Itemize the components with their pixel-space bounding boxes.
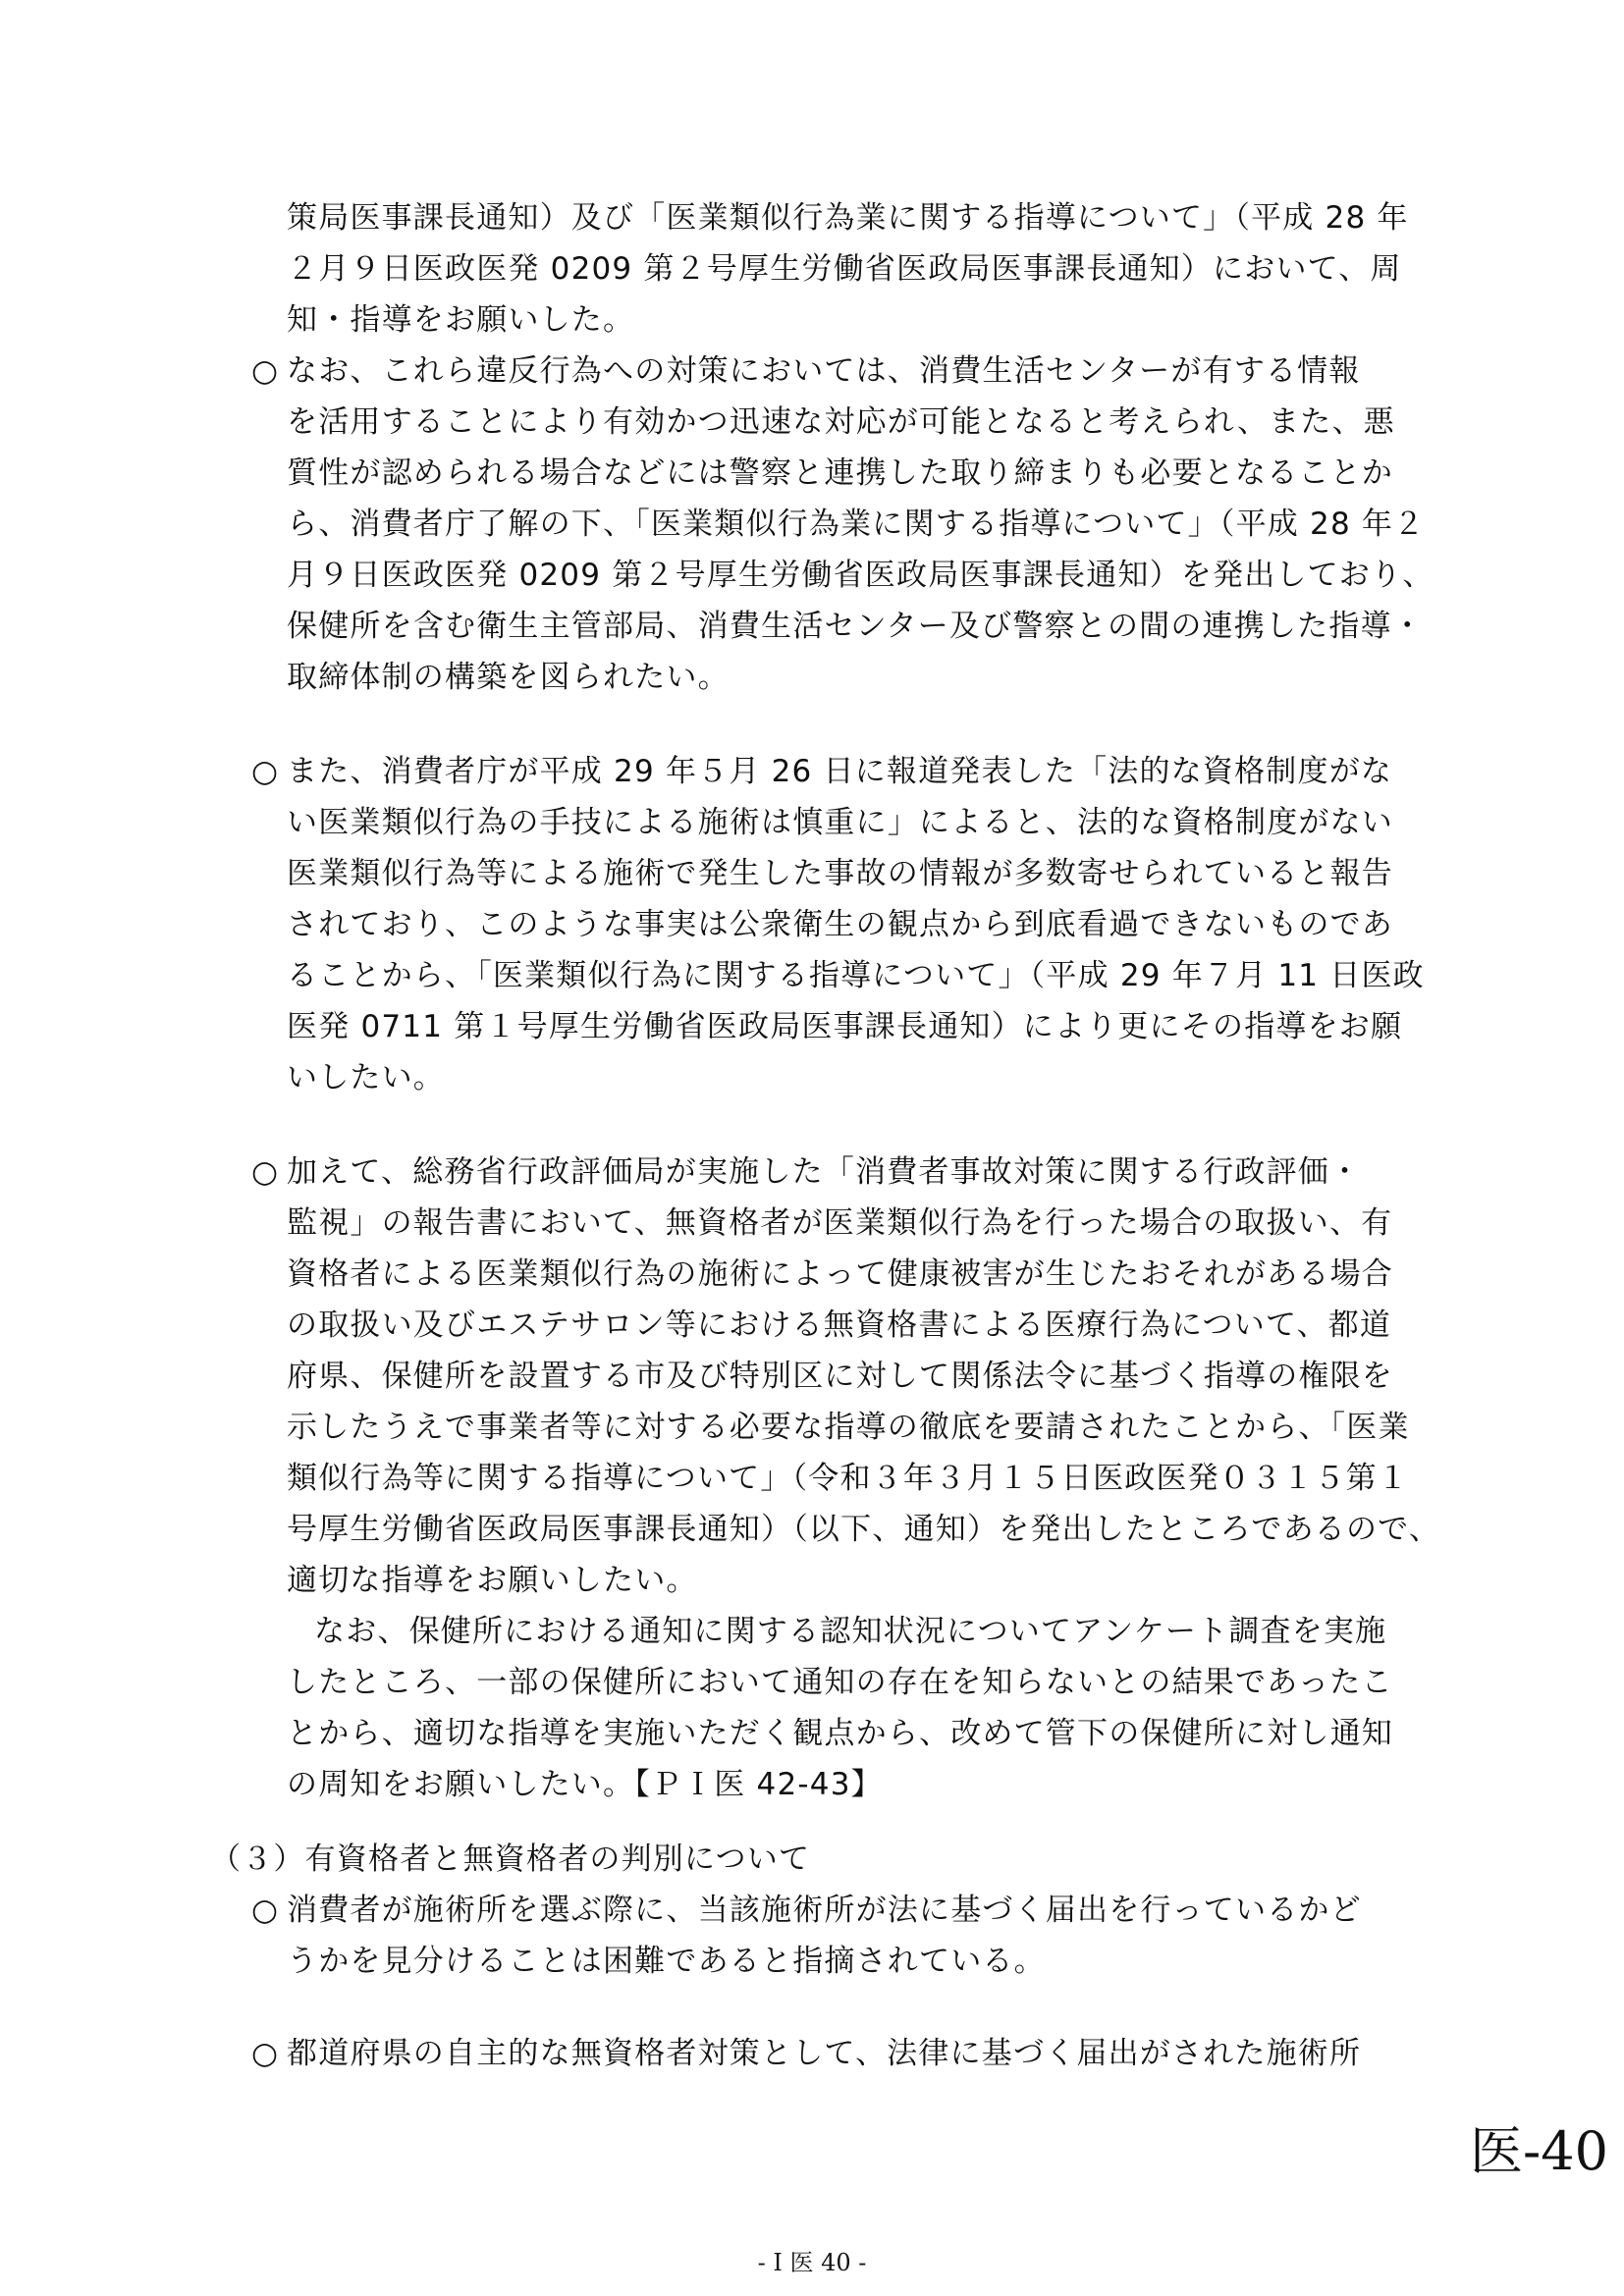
- section-heading: （３）有資格者と無資格者の判別について: [210, 1842, 811, 1877]
- intro-line: 知・指導をお願いした。: [287, 302, 635, 338]
- para3-line: 資格者による医業類似行為の施術によって健康被害が生じたおそれがある場合: [287, 1256, 1393, 1292]
- para1-line: 保健所を含む衛生主管部局、消費生活センター及び警察との間の連携した指導・: [287, 609, 1424, 644]
- page-footer: - Ⅰ 医 40 -: [757, 2249, 867, 2276]
- bullet-circle-icon: ○: [251, 353, 280, 389]
- page-side-mark: 医-40: [1470, 2120, 1608, 2182]
- para3-line: 類似行為等に関する指導について」（令和３年３月１５日医政医発０３１５第１: [287, 1461, 1410, 1496]
- para1-line: を活用することにより有効かつ迅速な対応が可能となると考えられ、また、悪: [287, 404, 1395, 440]
- para1-line: 取締体制の構築を図られたい。: [287, 660, 730, 695]
- para1-first-line: ○ なお、これら違反行為への対策においては、消費生活センターが有する情報: [251, 349, 1361, 393]
- section3-para-b-first-line: ○ 都道府県の自主的な無資格者対策として、法律に基づく届出がされた施術所: [251, 2032, 1361, 2075]
- para2-line: いしたい。: [287, 1060, 445, 1095]
- para2-line: 医発 0711 第１号厚生労働省医政局医事課長通知）により更にその指導をお願: [287, 1009, 1403, 1044]
- para1-line: 質性が認められる場合などには警察と連携した取り締まりも必要となることか: [287, 455, 1393, 491]
- intro-line: 策局医事課長通知）及び「医業類似行為業に関する指導について」（平成 28 年: [287, 200, 1409, 236]
- para3-line: 適切な指導をお願いしたい。: [287, 1563, 698, 1598]
- para1-line: ら、消費者庁了解の下、「医業類似行為業に関する指導について」（平成 28 年２: [287, 507, 1426, 542]
- intro-line: ２月９日医政医発 0209 第２号厚生労働省医政局医事課長通知）において、周: [287, 251, 1402, 287]
- para2-line: されており、このような事実は公衆衛生の観点から到底看過できないものであ: [287, 907, 1393, 942]
- para2-line: い医業類似行為の手技による施術は慎重に」によると、法的な資格制度がない: [287, 805, 1393, 840]
- para3-line: の取扱い及びエステサロン等における無資格書による医療行為について、都道: [287, 1308, 1392, 1343]
- bullet-circle-icon: ○: [251, 2036, 280, 2071]
- para3-line: 示したうえで事業者等に対する必要な指導の徹底を要請されたことから、「医業: [287, 1410, 1410, 1445]
- bullet-circle-icon: ○: [251, 1154, 280, 1190]
- para3-line: 号厚生労働省医政局医事課長通知）（以下、通知）を発出したところであるので、: [287, 1512, 1440, 1547]
- para2-line: 医業類似行為等による施術で発生した事故の情報が多数寄せられていると報告: [287, 856, 1393, 891]
- para3-line: 府県、保健所を設置する市及び特別区に対して関係法令に基づく指導の権限を: [287, 1359, 1393, 1394]
- bullet-circle-icon: ○: [251, 754, 280, 789]
- para3-line: 監視」の報告書において、無資格者が医業類似行為を行った場合の取扱い、有: [287, 1205, 1393, 1241]
- section3-para-a-first-line: ○ 消費者が施術所を選ぶ際に、当該施術所が法に基づく届出を行っているかど: [251, 1889, 1362, 1932]
- para2-line: ることから、「医業類似行為に関する指導について」（平成 29 年７月 11 日医政: [287, 958, 1425, 993]
- para3-first-line: ○ 加えて、総務省行政評価局が実施した「消費者事故対策に関する行政評価・: [251, 1150, 1361, 1194]
- section3-para-a-line: うかを見分けることは困難であると指摘されている。: [287, 1944, 1046, 1979]
- para2-first-line: ○ また、消費者庁が平成 29 年５月 26 日に報道発表した「法的な資格制度がな: [251, 750, 1392, 793]
- para3-sub-line: とから、適切な指導を実施いただく観点から、改めて管下の保健所に対し通知: [287, 1716, 1393, 1751]
- bullet-circle-icon: ○: [251, 1893, 280, 1928]
- para1-line: 月９日医政医発 0209 第２号厚生労働省医政局医事課長通知）を発出しており、: [287, 558, 1435, 593]
- para3-sub-line: の周知をお願いしたい。【ＰＩ医 42-43】: [287, 1767, 883, 1802]
- para3-sub-first-line: なお、保健所における通知に関する認知状況についてアンケート調査を実施: [314, 1614, 1387, 1649]
- para3-sub-line: したところ、一部の保健所において通知の存在を知らないとの結果であったこ: [287, 1665, 1393, 1700]
